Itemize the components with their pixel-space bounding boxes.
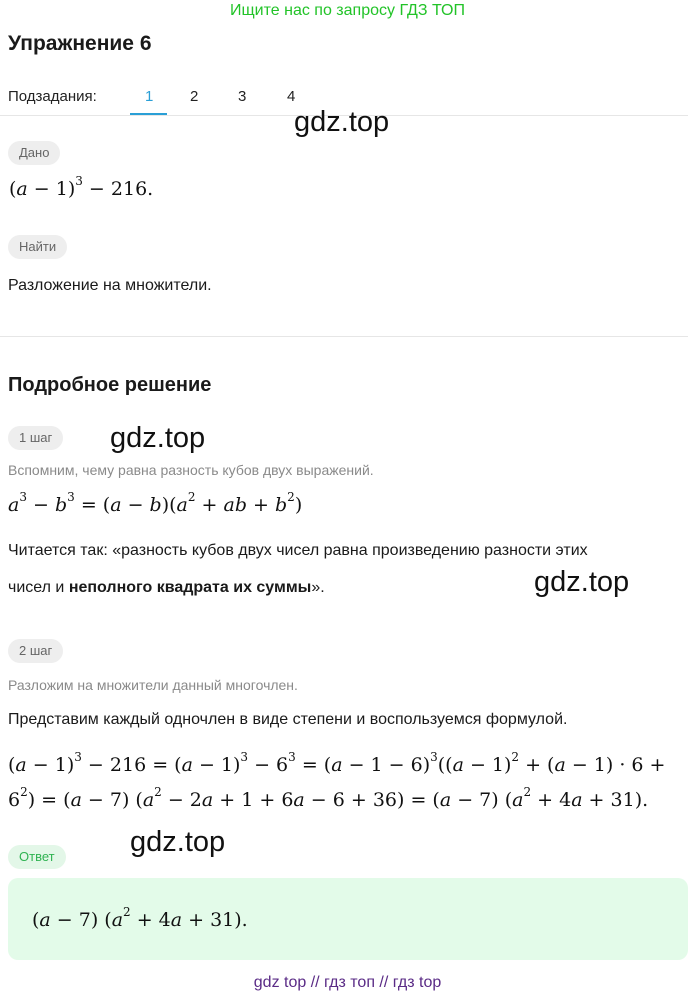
tab-subtask-2[interactable]: 2 xyxy=(190,88,199,105)
step1-reading-line1: Читается так: «разность кубов двух чисел равна произведению разности этих xyxy=(8,542,588,559)
step2-hint: Разложим на множители данный многочлен. xyxy=(8,677,298,693)
step2-pill: 2 шаг xyxy=(8,639,63,663)
tab-subtask-1[interactable]: 1 xyxy=(145,88,154,105)
given-expression: $(a - 1)^3 - 216$. xyxy=(9,174,154,200)
step1-formula: $a^3 - b^3 = (a - b)(a^2$ + ab + $b^2$) xyxy=(8,490,303,516)
find-text: Разложение на множители. xyxy=(8,277,212,294)
tab-subtask-3[interactable]: 3 xyxy=(238,88,247,105)
footer-links[interactable]: gdz top // гдз топ // гдз top xyxy=(253,974,442,991)
step1-hint: Вспомним, чему равна разность кубов двух выражений. xyxy=(8,462,374,478)
solution-heading: Подробное решение xyxy=(8,374,212,396)
answer-pill: Ответ xyxy=(8,845,66,869)
search-banner[interactable]: Ищите нас по запросу ГДЗ ТОП xyxy=(230,2,465,19)
find-pill: Найти xyxy=(8,235,67,259)
step2-line1: $(a - 1)^3 - 216 = (a - 1)^3 - 6^3 = (a - 1 - 6)^3((a - 1)^2 + (a - 1) \cdot 6$ + xyxy=(8,750,666,776)
step1-reading-line2 xyxy=(8,579,325,597)
reading-bold: неполного квадрата их суммы xyxy=(68,579,312,596)
reading-line2-start: чисел и xyxy=(8,579,69,596)
watermark: gdz.top xyxy=(110,422,206,454)
step1-pill: 1 шаг xyxy=(8,426,63,450)
watermark: gdz.top xyxy=(294,106,390,138)
watermark: gdz.top xyxy=(534,566,630,598)
answer-expression: (a − 7) $(a^2 + 4a + 31)$. xyxy=(32,905,248,931)
page-title: Упражнение 6 xyxy=(8,32,152,55)
watermark: gdz.top xyxy=(130,826,226,858)
subtasks-label: Подзадания: xyxy=(8,88,97,105)
given-pill: Дано xyxy=(8,141,60,165)
reading-end: ». xyxy=(311,579,325,596)
section-divider xyxy=(0,336,688,337)
step2-text: Представим каждый одночлен в виде степени и воспользуемся формулой. xyxy=(8,711,568,728)
tab-subtask-4[interactable]: 4 xyxy=(287,88,296,105)
step2-line2: $6^2) = (a - 7)$ $(a^2 - 2a + 1 + 6a - 6 + 36) = (a - 7) (a^2 + 4a + 31)$. xyxy=(8,785,649,811)
